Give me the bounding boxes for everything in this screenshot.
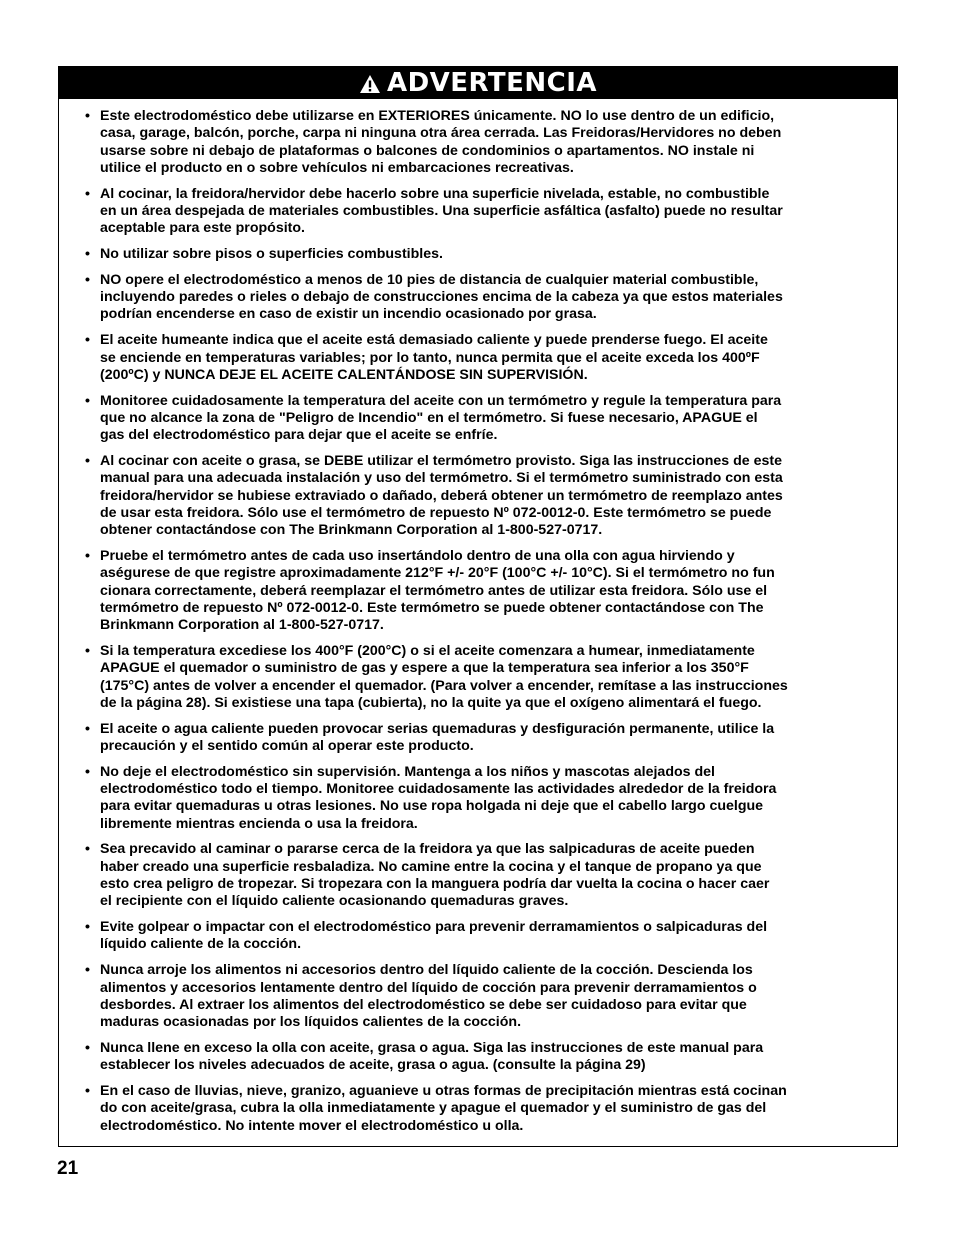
- warning-item: • Si la temperatura excediese los 400°F (200°C) o si el aceite comenzara a humear, inmediatamente APAGUE el quemador o suministro de gas y espere a que la temperatura sea inferior a los 350°F (175°C) antes de volver a encender el quemador. (Para volver a encender, remítase a las instrucciones de la página 28). Si existiese una tapa (cubierta), no la quite ya que el oxígeno alimentará el fuego.: [85, 643, 871, 712]
- warning-item: • Nunca llene en exceso la olla con aceite, grasa o agua. Siga las instrucciones de este manual para establecer los niveles adecuados de aceite, grasa o agua. (consulte la página 29): [85, 1040, 871, 1075]
- warning-item: • Al cocinar, la freidora/hervidor debe hacerlo sobre una superficie nivelada, estable, no combustible en un área despejada de materiales combustibles. Una superficie asfáltica (asfalto) puede no resultar aceptable para este propósito.: [85, 186, 871, 238]
- warning-item: • No utilizar sobre pisos o superficies combustibles.: [85, 246, 871, 263]
- warning-item: • El aceite o agua caliente pueden provocar serias quemaduras y desfiguración permanente, utilice la precaución y el sentido común al operar este producto.: [85, 721, 871, 756]
- warning-item: • Al cocinar con aceite o grasa, se DEBE utilizar el termómetro provisto. Siga las instrucciones de este manual para una adecuada instalación y uso del termómetro. Si el termómetro suministrado con esta freidora/hervidor se hubiese extraviado o dañado, deberá obtener un termómetro de reemplazo antes de usar esta freidora. Sólo use el termómetro de repuesto Nº 072-0012-0. Este termómetro se puede obtener contactándose con The Brinkmann Corporation al 1-800-527-0717.: [85, 453, 871, 539]
- warning-item: • Este electrodoméstico debe utilizarse en EXTERIORES únicamente. NO lo use dentro de un edificio, casa, garage, balcón, porche, carpa ni ninguna otra área cerrada. Las Freidoras/Hervidores no deben usarse sobre ni debajo de plataformas o balcones de condominios o apartamentos. NO instale ni utilice el producto en o sobre vehículos ni embarcaciones recreativas.: [85, 108, 871, 177]
- warning-triangle-icon: [359, 74, 381, 94]
- warning-title: ADVERTENCIA: [386, 68, 598, 98]
- warning-item: • Nunca arroje los alimentos ni accesorios dentro del líquido caliente de la cocción. Descienda los alimentos y accesorios lentamente dentro del líquido de cocción para prevenir derramamientos o desbordes. Al extraer los alimentos del electrodoméstico se debe ser cuidadoso para evitar que maduras ocasionadas por los líquidos calientes de la cocción.: [85, 962, 871, 1031]
- warning-item: • Evite golpear o impactar con el electrodoméstico para prevenir derramamientos o salpicaduras del líquido caliente de la cocción.: [85, 919, 871, 954]
- warning-header: [59, 67, 897, 99]
- warning-item: • El aceite humeante indica que el aceite está demasiado caliente y puede prenderse fuego. El aceite se enciende en temperaturas variables; por lo tanto, nunca permita que el aceite exceda los 400ºF (200ºC) y NUNCA DEJE EL ACEITE CALENTÁNDOSE SIN SUPERVISIÓN.: [85, 332, 871, 384]
- warning-item: • Sea precavido al caminar o pararse cerca de la freidora ya que las salpicaduras de aceite pueden haber creado una superficie resbaladiza. No camine entre la cocina y el tanque de propano ya que esto crea peligro de tropezar. Si tropezara con la manguera podría dar vuelta la cocina o hacer caer el recipiente con el líquido caliente ocasionando quemaduras graves.: [85, 841, 871, 910]
- warning-item: • NO opere el electrodoméstico a menos de 10 pies de distancia de cualquier material combustible, incluyendo paredes o rieles o debajo de construcciones encima de la cabeza ya que estos materiales podrían encenderse en caso de existir un incendio ocasionado por grasa.: [85, 272, 871, 324]
- warning-item: • No deje el electrodoméstico sin supervisión. Mantenga a los niños y mascotas alejados del electrodoméstico todo el tiempo. Monitoree cuidadosamente las actividades alrededor de la freidora para evitar quemaduras u otras lesiones. No use ropa holgada ni deje que el cabello largo cuelgue libremente mientras encienda o usa la freidora.: [85, 764, 871, 833]
- warning-box: [58, 66, 898, 1147]
- page-number: 21: [57, 1158, 79, 1179]
- warning-item: • Pruebe el termómetro antes de cada uso insertándolo dentro de una olla con agua hirviendo y aségurese de que registre aproximadamente 212°F +/- 20°F (100°C +/- 10°C). Si el termómetro no fun cionara correctamente, deberá reemplazar el termómetro antes de utilizar esta freidora. Sólo use el termómetro de repuesto Nº 072-0012-0. Este termómetro se puede obtener contactándose con The Brinkmann Corporation al 1-800-527-0717.: [85, 548, 871, 634]
- warning-item: • En el caso de lluvias, nieve, granizo, aguanieve u otras formas de precipitación mientras está cocinan do con aceite/grasa, cubra la olla inmediatamente y apague el quemador y el suministro de gas del electrodoméstico. No intente mover el electrodoméstico u olla.: [85, 1083, 871, 1135]
- warning-item: • Monitoree cuidadosamente la temperatura del aceite con un termómetro y regule la temperatura para que no alcance la zona de "Peligro de Incendio" en el termómetro. Si fuese necesario, APAGUE el gas del electrodoméstico para dejar que el aceite se enfríe.: [85, 393, 871, 445]
- warning-list: [59, 99, 897, 1135]
